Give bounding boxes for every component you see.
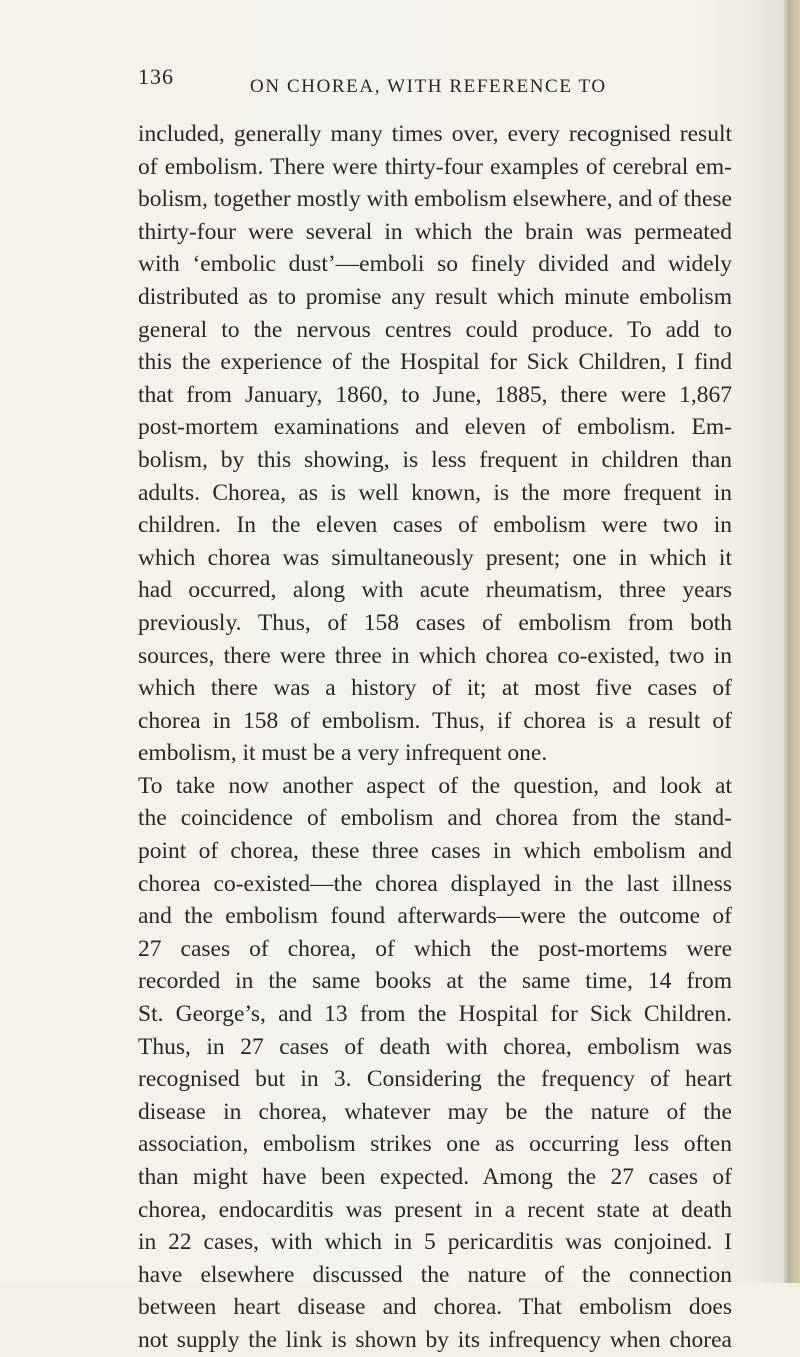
text-line: post-mortem examinations and eleven of embolism. Em- — [138, 414, 732, 441]
text-line: not supply the link is shown by its infrequency when chorea — [138, 1326, 732, 1353]
text-line: this the experience of the Hospital for Sick Children, I find — [138, 349, 732, 376]
text-line: bolism, by this showing, is less frequent in children than — [138, 446, 732, 473]
text-line: which chorea was simultaneously present; one in which it — [138, 544, 732, 571]
running-head: ON CHOREA, WITH REFERENCE TO — [250, 76, 607, 97]
text-line: children. In the eleven cases of embolism were two in — [138, 512, 732, 539]
text-line: sources, there were three in which chorea co-existed, two in — [138, 642, 732, 669]
text-line: between heart disease and chorea. That embolism does — [138, 1294, 732, 1321]
text-line: recorded in the same books at the same time, 14 from — [138, 968, 732, 995]
text-line: the coincidence of embolism and chorea from the stand- — [138, 805, 732, 832]
text-line: chorea, endocarditis was present in a recent state at death — [138, 1196, 732, 1223]
text-line: with ‘embolic dust’—emboli so finely divided and widely — [138, 251, 732, 278]
text-line: association, embolism strikes one as occurring less often — [138, 1131, 732, 1158]
text-line: 27 cases of chorea, of which the post-mortems were — [138, 935, 732, 962]
text-line: disease in chorea, whatever may be the nature of the — [138, 1098, 732, 1125]
text-line: included, generally many times over, every recognised result — [138, 121, 732, 147]
text-line: point of chorea, these three cases in which embolism and — [138, 838, 732, 865]
text-line: bolism, together mostly with embolism elsewhere, and of these — [138, 186, 732, 213]
text-line: and the embolism found afterwards—were the outcome of — [138, 903, 732, 930]
text-line: than might have been expected. Among the 27 cases of — [138, 1164, 732, 1190]
text-line: distributed as to promise any result which minute embolism — [138, 283, 732, 310]
text-line: embolism, it must be a very infrequent one. — [138, 740, 548, 767]
text-line: chorea co-existed—the chorea displayed in the last illness — [138, 870, 732, 897]
page-number: 136 — [138, 64, 174, 89]
text-line: Thus, in 27 cases of death with chorea, embolism was — [138, 1033, 732, 1060]
text-line: in 22 cases, with which in 5 pericarditis was conjoined. I — [138, 1229, 732, 1256]
text-line: St. George’s, and 13 from the Hospital for Sick Children. — [138, 1001, 732, 1028]
text-line: adults. Chorea, as is well known, is the more frequent in — [138, 479, 732, 506]
text-line: To take now another aspect of the question, and look at — [138, 772, 732, 799]
text-line: previously. Thus, of 158 cases of embolism from both — [138, 609, 732, 636]
text-line: chorea in 158 of embolism. Thus, if chorea is a result of — [138, 707, 732, 734]
body-text — [138, 118, 800, 1357]
text-line: thirty-four were several in which the brain was permeated — [138, 218, 732, 245]
text-line: that from January, 1860, to June, 1885, there were 1,867 — [138, 381, 732, 408]
text-line: had occurred, along with acute rheumatism, three years — [138, 577, 732, 604]
text-line: of embolism. There were thirty-four examples of cerebral em- — [138, 153, 732, 180]
text-line: general to the nervous centres could produce. To add to — [138, 316, 732, 343]
text-line: recognised but in 3. Considering the frequency of heart — [138, 1066, 732, 1093]
text-line: have elsewhere discussed the nature of the connection — [138, 1261, 732, 1288]
text-line: which there was a history of it; at most five cases of — [138, 675, 732, 702]
